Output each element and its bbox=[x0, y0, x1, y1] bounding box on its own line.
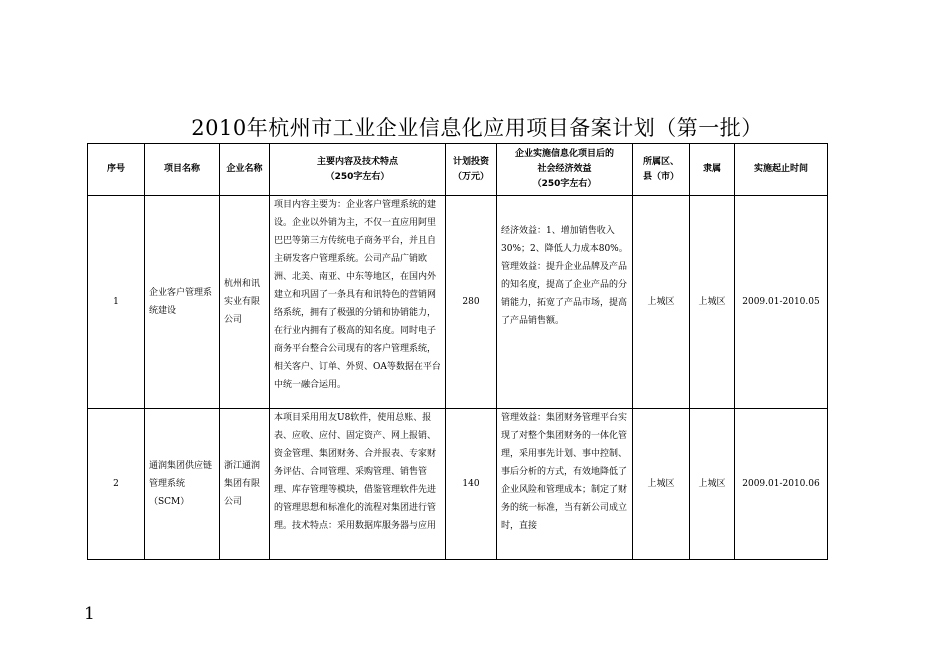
cell-content-text: 本项目采用用友U8软件，使用总账、报表、应收、应付、固定资产、网上报销、资金管理、集团财务、合并报表、专家财务评估、合同管理、采购管理、销售管理、库存管理等模块，借鉴管理软件先进的管理思想和标准化的流程对集团进行管理。技术特点：采用数据库服务器与应用 bbox=[274, 413, 437, 531]
header-effect bbox=[497, 144, 633, 196]
cell-investment: 280 bbox=[446, 196, 497, 409]
header-effect-line2: 社会经济效益 bbox=[537, 164, 592, 174]
table-row bbox=[88, 196, 828, 409]
cell-seq: 1 bbox=[88, 196, 145, 409]
header-district-line1: 所属区、 bbox=[642, 156, 679, 167]
header-content-line1: 主要内容及技术特点 bbox=[316, 156, 398, 167]
cell-district: 上城区 bbox=[633, 196, 690, 409]
cell-content-text: 项目内容主要为：企业客户管理系统的建设。企业以外销为主，不仅一直应用阿里巴巴等第三方传统电子商务平台，并且自主研发客户管理系统。公司产品广销欧洲、北美、南亚、中东等地区，在国内外建立和巩固了一条具有和讯特色的营销网络系统，拥有了极强的分销和协销能力，在行业内拥有了极高的知名度。同时电子商务平台整合公司现有的客户管理系统，相关客户、订单、外贸、OA等数据在平台中统一融合运用。 bbox=[274, 200, 441, 390]
cell-investment: 140 bbox=[446, 409, 497, 560]
cell-period: 2009.01-2010.06 bbox=[735, 409, 828, 560]
cell-company: 杭州和讯实业有限公司 bbox=[220, 196, 270, 409]
cell-project: 企业客户管理系统建设 bbox=[145, 196, 220, 409]
cell-effect bbox=[497, 196, 633, 409]
project-table bbox=[87, 143, 828, 560]
table-header-row bbox=[88, 144, 828, 196]
document-title: 2010年杭州市工业企业信息化应用项目备案计划（第一批） bbox=[191, 116, 763, 140]
cell-company: 浙江通润集团有限公司 bbox=[220, 409, 270, 560]
cell-effect-text: 经济效益：1、增加销售收入30%；2、降低人力成本80%。管理效益：提升企业品牌及产品的知名度，提高了企业产品的分销能力，拓宽了产品市场，提高了产品销售额。 bbox=[501, 226, 628, 326]
header-invest-line1: 计划投资 bbox=[452, 156, 489, 167]
cell-effect bbox=[497, 409, 633, 560]
header-invest-line2: （万元） bbox=[452, 171, 489, 182]
page-number: 1 bbox=[84, 604, 95, 624]
header-affiliation: 隶属 bbox=[690, 144, 735, 196]
header-company: 企业名称 bbox=[220, 144, 270, 196]
header-effect-line3: （250字左右） bbox=[532, 179, 597, 189]
header-project: 项目名称 bbox=[145, 144, 220, 196]
cell-seq: 2 bbox=[88, 409, 145, 560]
cell-content bbox=[270, 409, 446, 560]
header-effect-line1: 企业实施信息化项目后的 bbox=[514, 149, 614, 159]
header-period: 实施起止时间 bbox=[735, 144, 828, 196]
header-district-line2: 县（市） bbox=[642, 171, 679, 182]
cell-affiliation: 上城区 bbox=[690, 196, 735, 409]
cell-project: 通润集团供应链管理系统（SCM） bbox=[145, 409, 220, 560]
header-content bbox=[270, 144, 446, 196]
header-investment bbox=[446, 144, 497, 196]
table-row bbox=[88, 409, 828, 560]
cell-content bbox=[270, 196, 446, 409]
header-seq: 序号 bbox=[88, 144, 145, 196]
cell-district: 上城区 bbox=[633, 409, 690, 560]
header-district bbox=[633, 144, 690, 196]
header-content-line2: （250字左右） bbox=[325, 171, 390, 182]
cell-affiliation: 上城区 bbox=[690, 409, 735, 560]
cell-effect-text: 管理效益：集团财务管理平台实现了对整个集团财务的一体化管理，采用事先计划、事中控制、事后分析的方式，有效地降低了企业风险和管理成本；制定了财务的统一标准，当有新公司成立时，直接 bbox=[501, 413, 628, 531]
cell-period: 2009.01-2010.05 bbox=[735, 196, 828, 409]
